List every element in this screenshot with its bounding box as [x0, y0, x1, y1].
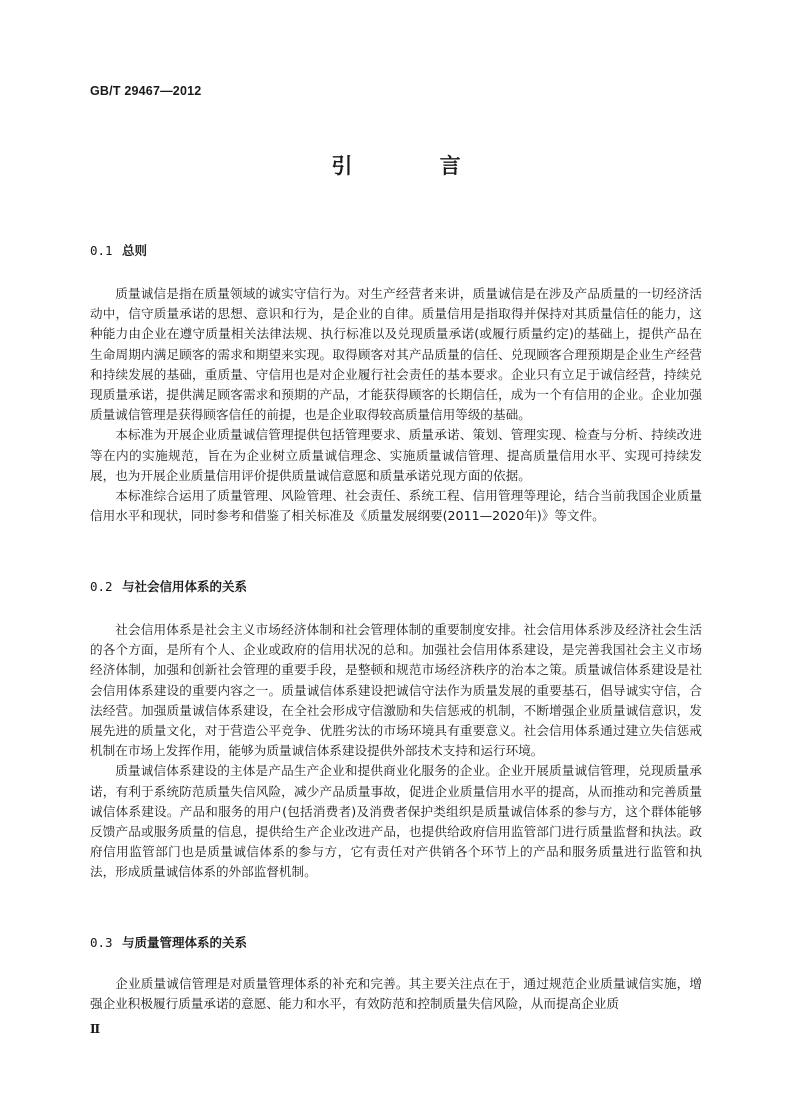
paragraph: 本标准为开展企业质量诚信管理提供包括管理要求、质量承诺、策划、管理实现、检查与分析、持续改进等在内的实施规范，旨在为企业树立质量诚信理念、实施质量诚信管理、提高质量信用水平、实现可持续发展，也为开展企业质量信用评价提供质量诚信意愿和质量承诺兑现方面的依据。 — [90, 427, 702, 483]
section-social-credit — [90, 576, 702, 883]
page-title: 引 言 — [331, 154, 501, 178]
page-number: Ⅱ — [90, 1022, 101, 1036]
section-title: 总则 — [122, 243, 148, 258]
section-general — [90, 240, 702, 526]
paragraph: 社会信用体系是社会主义市场经济体制和社会管理体制的重要制度安排。社会信用体系涉及经济社会生活的各个方面，是所有个人、企业或政府的信用状况的总和。加强社会信用体系建设，是完善我国社会主义市场经济体制，加强和创新社会管理的重要手段，是整顿和规范市场经济秩序的治本之策。质量诚信体系建设是社会信用体系建设的重要内容之一。质量诚信体系建设把诚信守法作为质量发展的重要基石，倡导诚实守信，合法经营。加强质量诚信体系建设，在全社会形成守信激励和失信惩戒的机制，不断增强企业质量诚信意识，发展先进的质量文化，对于营造公平竞争、优胜劣汰的市场环境具有重要意义。社会信用体系通过建立失信惩戒机制在市场上发挥作用，能够为质量诚信体系建设提供外部技术支持和运行环境。 — [90, 622, 702, 759]
section-title: 与社会信用体系的关系 — [122, 579, 248, 594]
paragraph: 质量诚信体系建设的主体是产品生产企业和提供商业化服务的企业。企业开展质量诚信管理，兑现质量承诺，有利于系统防范质量失信风险，减少产品质量事故，促进企业质量信用水平的提高，从而推动和完善质量诚信体系建设。产品和服务的用户(包括消费者)及消费者保护类组织是质量诚信体系的参与方，这个群体能够反馈产品或服务质量的信息，提供给生产企业改进产品，也提供给政府信用监管部门进行质量监督和执法。政府信用监管部门也是质量诚信体系的参与方，它有责任对产供销各个环节上的产品和服务质量进行监管和执法，形成质量诚信体系的外部监督机制。 — [90, 763, 702, 880]
section-number: 0.3 — [90, 935, 113, 950]
paragraph: 质量诚信是指在质量领域的诚实守信行为。对生产经营者来讲，质量诚信是在涉及产品质量的一切经济活动中，信守质量承诺的思想、意识和行为，是企业的自律。质量信用是指取得并保持对其质量信任的能力，这种能力由企业在遵守质量相关法律法规、执行标准以及兑现质量承诺(或履行质量约定)的基础上，提供产品在生命周期内满足顾客的需求和期望来实现。取得顾客对其产品质量的信任、兑现顾客合理预期是企业生产经营和持续发展的基础，重质量、守信用也是对企业履行社会责任的基本要求。企业只有立足于诚信经营，持续兑现质量承诺，提供满足顾客需求和预期的产品，才能获得顾客的长期信任，成为一个有信用的企业。企业加强质量诚信管理是获得顾客信任的前提，也是企业取得较高质量信用等级的基础。 — [90, 286, 702, 423]
section-heading — [90, 576, 702, 598]
section-number: 0.1 — [90, 243, 113, 258]
paragraph: 本标准综合运用了质量管理、风险管理、社会责任、系统工程、信用管理等理论，结合当前我国企业质量信用水平和现状，同时参考和借鉴了相关标准及《质量发展纲要(2011—2020年)》等文件。 — [90, 488, 702, 524]
section-number: 0.2 — [90, 579, 113, 594]
section-title: 与质量管理体系的关系 — [122, 935, 248, 950]
section-heading — [90, 932, 702, 954]
section-heading — [90, 240, 702, 262]
standard-number: GB/T 29467—2012 — [90, 84, 202, 98]
paragraph: 企业质量诚信管理是对质量管理体系的补充和完善。其主要关注点在于，通过规范企业质量诚信实施，增强企业积极履行质量承诺的意愿、能力和水平，有效防范和控制质量失信风险，从而提高企业质 — [90, 976, 702, 1012]
section-quality-management — [90, 932, 702, 1014]
